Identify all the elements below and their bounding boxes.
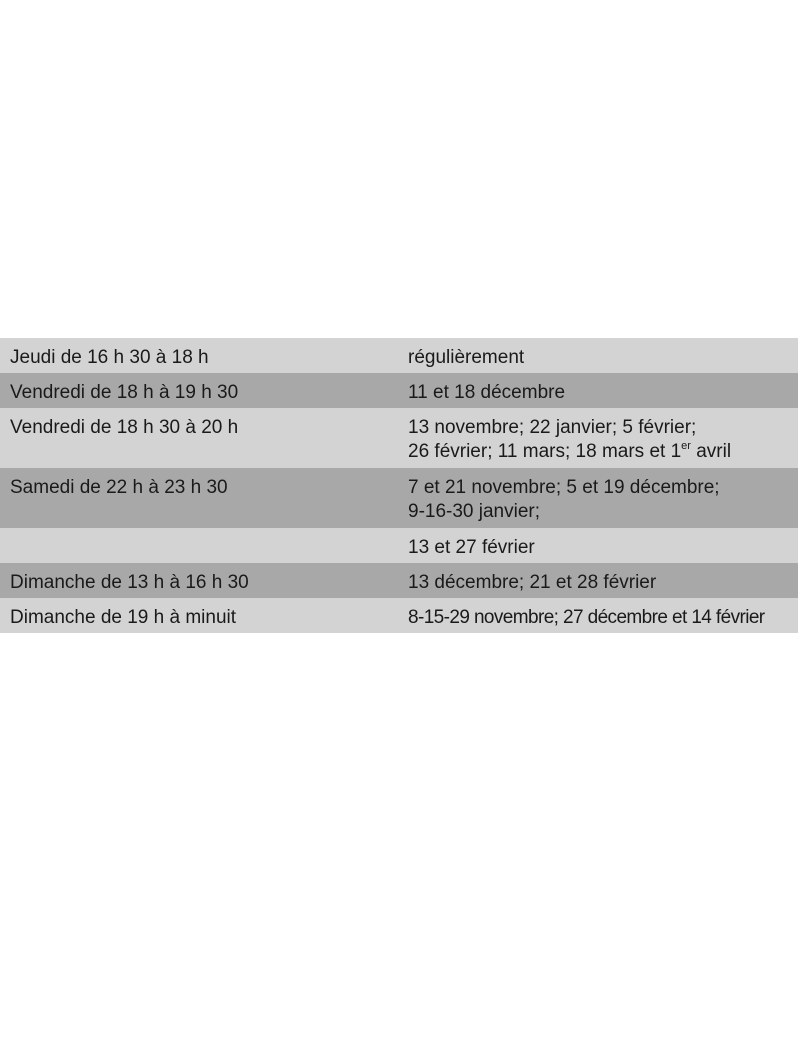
dates-line: 13 novembre; 22 janvier; 5 février; <box>408 417 697 438</box>
table-row <box>0 338 798 373</box>
dates-line-suffix: avril <box>690 441 732 462</box>
dates-cell <box>400 338 798 370</box>
table-row <box>0 468 798 528</box>
dates-line-prefix: 26 février; 11 mars; 18 mars et 1 <box>408 441 682 462</box>
day-cell: Vendredi de 18 h à 19 h 30 <box>10 382 239 403</box>
dates-line: 11 et 18 décembre <box>408 382 566 403</box>
dates-line <box>408 440 798 464</box>
table-row <box>0 598 798 633</box>
dates-line: 13 décembre; 21 et 28 février <box>408 572 657 593</box>
day-cell: Dimanche de 13 h à 16 h 30 <box>10 572 249 593</box>
day-cell: Samedi de 22 h à 23 h 30 <box>10 477 228 498</box>
dates-cell <box>400 468 798 524</box>
ordinal-superscript: er <box>681 440 691 452</box>
dates-cell <box>400 563 798 595</box>
dates-line: 7 et 21 novembre; 5 et 19 décembre; <box>408 477 720 498</box>
dates-line: 13 et 27 février <box>408 537 535 558</box>
table-row <box>0 408 798 468</box>
schedule-table <box>0 338 798 633</box>
dates-cell <box>400 528 798 560</box>
table-row <box>0 373 798 408</box>
dates-line: 9-16-30 janvier; <box>408 501 541 522</box>
day-cell: Jeudi de 16 h 30 à 18 h <box>10 347 209 368</box>
table-row <box>0 563 798 598</box>
dates-cell <box>400 598 798 630</box>
day-cell <box>0 528 400 536</box>
dates-cell <box>400 408 798 464</box>
day-cell: Dimanche de 19 h à minuit <box>10 607 237 628</box>
day-cell: Vendredi de 18 h 30 à 20 h <box>10 417 239 438</box>
dates-line: 8-15-29 novembre; 27 décembre et 14 février <box>408 607 765 628</box>
dates-cell <box>400 373 798 405</box>
table-row <box>0 528 798 563</box>
dates-line: régulièrement <box>408 347 525 368</box>
